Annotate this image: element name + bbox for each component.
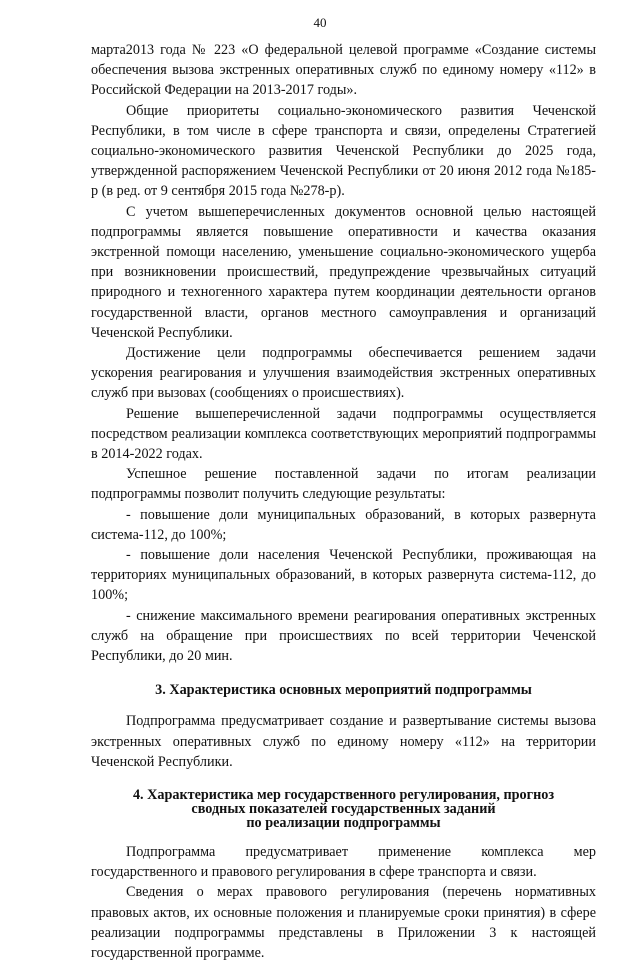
section-4-heading-block	[91, 788, 596, 830]
result-item-response-time: - снижение максимального времени реагирования оперативных экстренных служб на обращение при происшествиях по всей территории Чеченской Республики, до 20 мин.	[91, 607, 596, 665]
section-3-paragraph: Подпрограмма предусматривает создание и развертывание системы вызова экстренных оперативных служб по единому номеру «112» на территории Чеченской Республики.	[91, 713, 596, 770]
page-body	[91, 40, 596, 963]
page-number: 40	[313, 15, 327, 30]
section-4-paragraph-regulation: Подпрограмма предусматривает применение комплекса мер государственного и правового регулирования в сфере транспорта и связи.	[91, 843, 596, 881]
paragraph-priorities: Общие приоритеты социально-экономического развития Чеченской Республики, в том числе в сфере транспорта и связи, определены Стратегией социально-экономического развития Чеченской Республики до 2025 года, утвержденной распоряжением Чеченской Республики от 20 июня 2012 года №185-р (в ред. от 9 сентября 2015 года №278-р).	[91, 102, 596, 200]
result-item-municipalities: - повышение доли муниципальных образований, в которых развернута система-112, до 100%;	[91, 506, 596, 543]
section-3-heading-block	[91, 682, 596, 699]
section-4-paragraph-legal-measures: Сведения о мерах правового регулирования (перечень нормативных правовых актов, их основные положения и планируемые сроки принятия) в сфере реализации подпрограммы представлены в Приложении 3 к настоящей государственной программе.	[91, 884, 596, 961]
section-4-heading-line-3: по реализации подпрограммы	[246, 814, 441, 831]
section-4-heading-line-1: 4. Характеристика мер государственного регулирования, прогноз	[132, 786, 555, 803]
paragraph-task-solution: Решение вышеперечисленной задачи подпрограммы осуществляется посредством реализации комплекса соответствующих мероприятий подпрограммы в 2014-2022 годах.	[91, 405, 596, 463]
paragraph-results-intro: Успешное решение поставленной задачи по итогам реализации подпрограммы позволит получить следующие результаты:	[91, 466, 596, 503]
paragraph-goal-achievement: Достижение цели подпрограммы обеспечивается решением задачи ускорения реагирования и улучшения взаимодействия экстренных оперативных служб при вызовах (сообщениях о происшествиях).	[91, 345, 596, 402]
paragraph-continuation: марта2013 года № 223 «О федеральной целевой программе «Создание системы обеспечения вызова экстренных оперативных служб по единому номеру «112» в Российской Федерации на 2013-2017 годы».	[91, 42, 596, 99]
paragraph-main-goal: С учетом вышеперечисленных документов основной целью настоящей подпрограммы является повышение оперативности и качества оказания экстренной помощи населению, уменьшение социально-экономического ущерба при возникновении происшествий, предупреждение чрезвычайных ситуаций природного и техногенного характера путем координации деятельности органов государственной власти, органов местного самоуправления и организаций Чеченской Республики.	[91, 203, 596, 341]
section-4-heading-line-2: сводных показателей государственных заданий	[191, 800, 496, 817]
section-3-heading: 3. Характеристика основных мероприятий подпрограммы	[155, 682, 532, 699]
result-item-population: - повышение доли населения Чеченской Республики, проживающая на территориях муниципальных образований, в которых развернута система-112, до 100%;	[91, 547, 596, 604]
